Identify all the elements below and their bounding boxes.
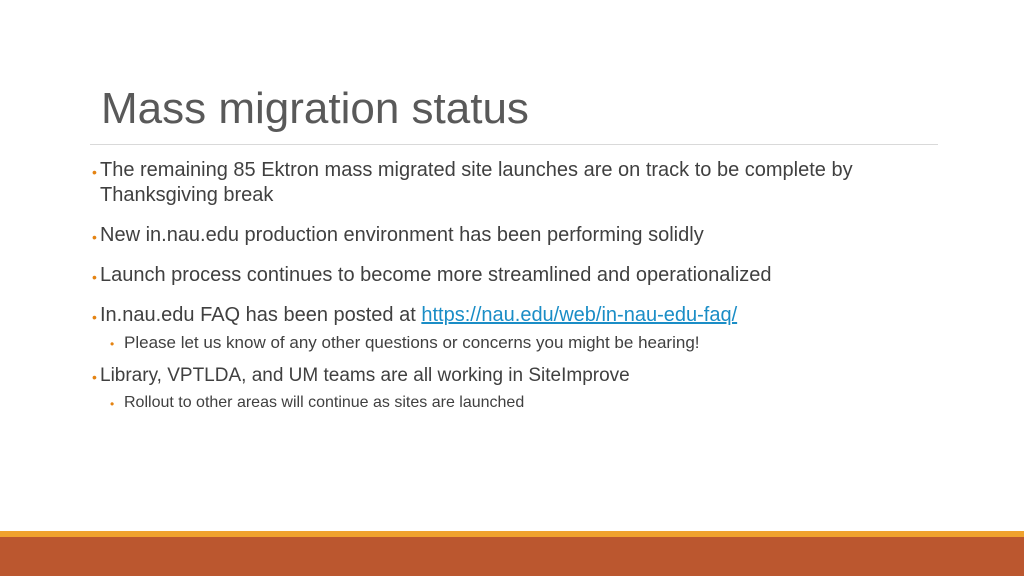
bullet-icon: •	[92, 229, 97, 245]
bullet-item-2	[92, 223, 938, 248]
bullet-icon: •	[92, 164, 97, 180]
bullet-item-3	[92, 263, 938, 288]
footer-band	[0, 537, 1024, 576]
bullet-text: Launch process continues to become more streamlined and operationalized	[100, 264, 772, 286]
bullet-text: Library, VPTLDA, and UM teams are all working in SiteImprove	[100, 365, 630, 386]
bullet-text: The remaining 85 Ektron mass migrated site launches are on track to be complete by Thanksgiving break	[100, 159, 853, 206]
sub-bullet-item-4	[92, 332, 938, 354]
bullet-icon: •	[92, 269, 97, 285]
bullet-text: In.nau.edu FAQ has been posted at	[100, 304, 422, 326]
bullet-list	[92, 158, 938, 414]
bullet-text: New in.nau.edu production environment has been performing solidly	[100, 224, 704, 246]
bullet-item-1	[92, 158, 938, 208]
slide-title: Mass migration status	[101, 84, 529, 133]
sub-bullet-text: Please let us know of any other questions or concerns you might be hearing!	[124, 333, 700, 352]
bullet-icon: •	[92, 309, 97, 325]
sub-bullet-icon: •	[110, 337, 115, 351]
faq-link[interactable]: https://nau.edu/web/in-nau-edu-faq/	[421, 304, 738, 326]
bullet-item-4	[92, 303, 938, 328]
bullet-icon: •	[92, 369, 97, 385]
bullet-item-5	[92, 363, 938, 388]
title-divider	[90, 144, 938, 145]
sub-bullet-text: Rollout to other areas will continue as sites are launched	[124, 394, 525, 411]
sub-bullet-icon: •	[110, 397, 115, 411]
sub-bullet-item-5	[92, 392, 938, 414]
